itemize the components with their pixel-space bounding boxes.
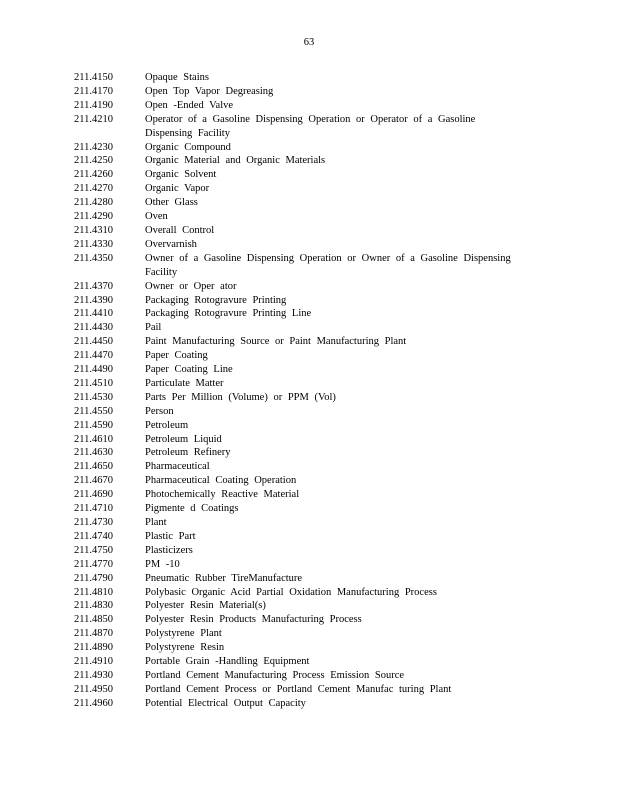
section-number: 211.4510 [74,377,113,389]
section-title: Pigmente d Coatings [145,503,239,515]
section-title: Organic Solvent [145,169,217,181]
section-number: 211.4790 [74,572,113,584]
section-entry [74,168,594,182]
section-number: 211.4530 [74,391,113,403]
section-title: Portable Grain -Handling Equipment [145,656,310,668]
section-entry [74,627,594,641]
section-title: Overall Control [145,224,215,236]
section-title: Opaque Stains [145,72,209,83]
section-entry [74,210,594,224]
section-entry [74,141,594,155]
section-entry [74,182,594,196]
section-entry [74,655,594,669]
section-number: 211.4630 [74,447,113,459]
section-entry [74,697,594,711]
section-entry [74,224,594,238]
section-entry [74,238,594,252]
section-title: Packaging Rotogravure Printing Line [145,308,312,320]
section-entry [74,669,594,683]
section-entry [74,599,594,613]
section-number: 211.4190 [74,99,113,111]
section-number: 211.4450 [74,336,113,348]
section-entry [74,99,594,113]
section-number: 211.4830 [74,600,113,612]
section-title: Pail [145,322,162,334]
section-number: 211.4250 [74,155,113,167]
section-title: PM -10 [145,558,180,570]
section-entry [74,294,594,308]
section-title: Portland Cement Process or Portland Cement Manufac turing Plant [145,683,452,695]
section-number: 211.4280 [74,197,113,209]
section-entry [74,641,594,655]
section-title: Particulate Matter [145,377,224,389]
section-number: 211.4470 [74,350,113,362]
section-title: Petroleum [145,419,189,431]
section-title: Polyester Resin Material(s) [145,600,266,612]
section-entry [74,613,594,627]
section-entry [74,307,594,321]
section-title: Plant [145,517,167,528]
section-title: Portland Cement Manufacturing Process Emission Source [145,669,405,681]
section-title: Paper Coating Line [145,364,233,376]
section-title: Open Top Vapor Degreasing [145,85,274,97]
section-number: 211.4590 [74,419,113,431]
section-entry [74,446,594,460]
section-entry [74,419,594,433]
section-entry [74,516,594,530]
section-number: 211.4370 [74,280,113,292]
page-number: 63 [303,37,315,48]
section-entry [74,474,594,488]
section-title: Petroleum Refinery [145,447,231,459]
section-number: 211.4550 [74,405,113,417]
section-entry [74,349,594,363]
section-title: Polystyrene Resin [145,642,225,654]
section-number: 211.4310 [74,224,113,236]
section-title: Polystyrene Plant [145,628,222,640]
section-title: Polyester Resin Products Manufacturing Process [145,614,362,626]
section-entry [74,572,594,586]
section-entry [74,85,594,99]
section-number: 211.4810 [74,586,113,598]
section-entry [74,586,594,600]
section-entry [74,433,594,447]
section-title: Other Glass [145,197,198,209]
section-title: Pneumatic Rubber TireManufacture [145,572,303,584]
section-title: Owner or Oper ator [145,280,237,292]
section-number: 211.4850 [74,614,113,626]
section-title: Plastic Part [145,530,196,542]
section-entry [74,335,594,349]
section-number: 211.4430 [74,322,113,334]
section-number: 211.4270 [74,183,113,195]
section-title: Operator of a Gasoline Dispensing Operation or Operator of a Gasoline Dispensing Facility [145,113,476,139]
section-entry [74,558,594,572]
section-title: Polybasic Organic Acid Partial Oxidation Manufacturing Process [145,586,437,598]
section-number: 211.4750 [74,544,113,556]
section-title: Organic Material and Organic Materials [145,155,326,167]
section-entry [74,154,594,168]
section-title: Person [145,405,174,417]
section-entry [74,363,594,377]
section-entry [74,196,594,210]
section-number: 211.4290 [74,211,113,223]
section-entry [74,252,594,280]
section-number: 211.4230 [74,141,113,153]
section-number: 211.4490 [74,364,113,376]
section-title: Paper Coating [145,350,208,362]
section-entry [74,113,594,141]
section-number: 211.4960 [74,697,113,709]
section-list [74,71,594,711]
section-number: 211.4260 [74,169,113,181]
section-number: 211.4930 [74,669,113,681]
section-entry [74,405,594,419]
section-number: 211.4770 [74,558,113,570]
section-entry [74,377,594,391]
section-number: 211.4610 [74,433,113,445]
section-title: Pharmaceutical Coating Operation [145,475,297,487]
section-entry [74,71,594,85]
section-number: 211.4730 [74,517,113,528]
section-title: Photochemically Reactive Material [145,489,300,501]
section-entry [74,488,594,502]
section-number: 211.4210 [74,113,113,125]
section-title: Open -Ended Valve [145,99,234,111]
section-entry [74,530,594,544]
section-number: 211.4330 [74,238,113,250]
section-title: Parts Per Million (Volume) or PPM (Vol) [145,391,336,403]
section-number: 211.4710 [74,503,113,515]
section-entry [74,502,594,516]
section-title: Paint Manufacturing Source or Paint Manufacturing Plant [145,336,407,348]
section-number: 211.4870 [74,628,113,640]
section-number: 211.4350 [74,252,113,264]
section-number: 211.4170 [74,85,113,97]
section-entry [74,544,594,558]
section-title: Organic Vapor [145,183,210,195]
section-entry [74,321,594,335]
section-number: 211.4670 [74,475,113,487]
section-entry [74,391,594,405]
section-number: 211.4650 [74,461,113,473]
section-title: Organic Compound [145,141,231,153]
section-entry [74,683,594,697]
section-title: Packaging Rotogravure Printing [145,294,287,306]
section-number: 211.4690 [74,489,113,501]
section-number: 211.4910 [74,656,113,668]
section-title: Plasticizers [145,544,193,556]
section-entry [74,280,594,294]
section-title: Overvarnish [145,238,197,250]
section-title: Petroleum Liquid [145,433,222,445]
section-entry [74,460,594,474]
section-number: 211.4410 [74,308,113,320]
section-number: 211.4150 [74,72,113,83]
section-title: Owner of a Gasoline Dispensing Operation or Owner of a Gasoline Dispensing Facility [145,252,511,278]
section-number: 211.4740 [74,530,113,542]
section-number: 211.4950 [74,683,113,695]
section-title: Potential Electrical Output Capacity [145,697,306,709]
section-number: 211.4390 [74,294,113,306]
section-title: Pharmaceutical [145,461,210,473]
section-number: 211.4890 [74,642,113,654]
section-title: Oven [145,211,168,223]
